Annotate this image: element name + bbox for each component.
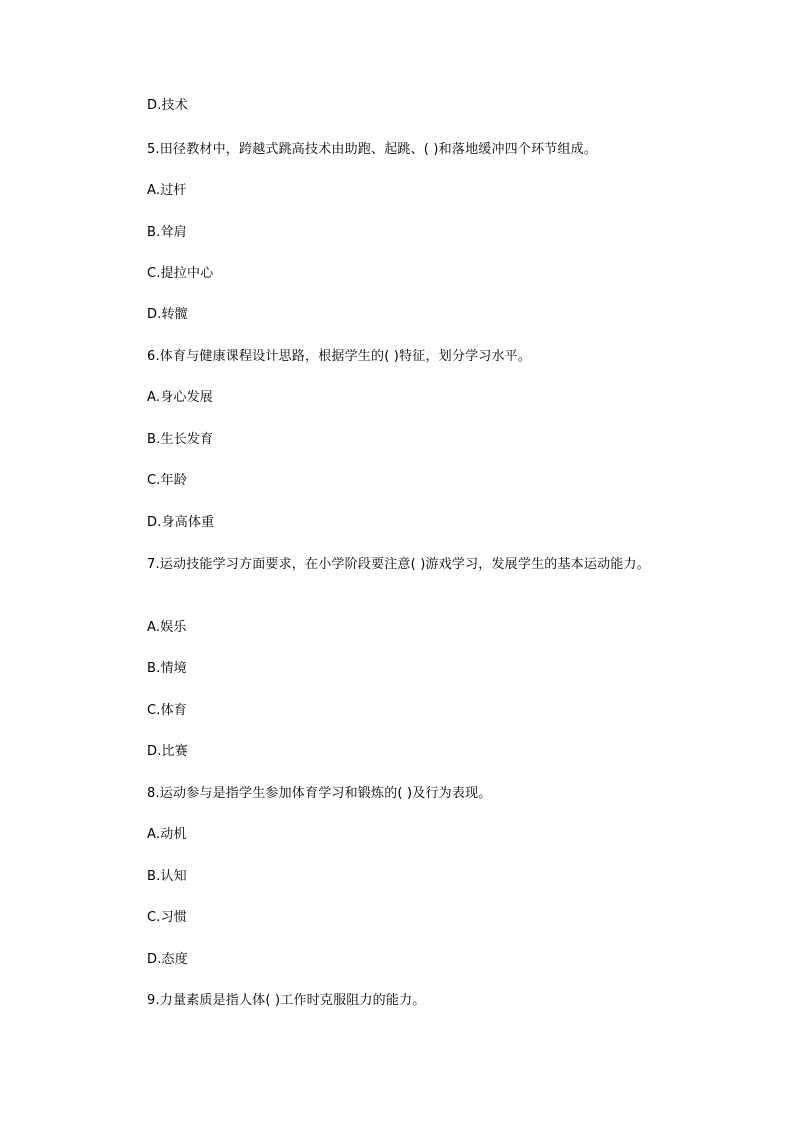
option-5d: D.转髋 xyxy=(147,307,188,322)
option-6a: A.身心发展 xyxy=(147,390,213,405)
option-8b: B.认知 xyxy=(147,869,187,884)
option-8a: A.动机 xyxy=(147,827,187,842)
option-5a: A.过杆 xyxy=(147,183,187,198)
option-7b: B.情境 xyxy=(147,661,187,676)
option-4d: D.技术 xyxy=(147,98,188,113)
question-5: 5.田径教材中，跨越式跳高技术由助跑、起跳、( )和落地缓冲四个环节组成。 xyxy=(147,142,598,157)
option-5c: C.提拉中心 xyxy=(147,266,214,281)
option-7d: D.比赛 xyxy=(147,744,188,759)
question-8: 8.运动参与是指学生参加体育学习和锻炼的( )及行为表现。 xyxy=(147,786,492,801)
question-9: 9.力量素质是指人体( )工作时克服阻力的能力。 xyxy=(147,993,426,1008)
question-6: 6.体育与健康课程设计思路，根据学生的( )特征，划分学习水平。 xyxy=(147,349,532,364)
option-6d: D.身高体重 xyxy=(147,515,215,530)
question-7: 7.运动技能学习方面要求，在小学阶段要注意( )游戏学习，发展学生的基本运动能力。 xyxy=(147,557,650,572)
option-6c: C.年龄 xyxy=(147,473,188,488)
option-5b: B.耸肩 xyxy=(147,225,187,240)
option-6b: B.生长发育 xyxy=(147,432,214,447)
option-8c: C.习惯 xyxy=(147,910,188,925)
option-7a: A.娱乐 xyxy=(147,620,187,635)
option-7c: C.体育 xyxy=(147,703,188,718)
option-8d: D.态度 xyxy=(147,952,188,967)
